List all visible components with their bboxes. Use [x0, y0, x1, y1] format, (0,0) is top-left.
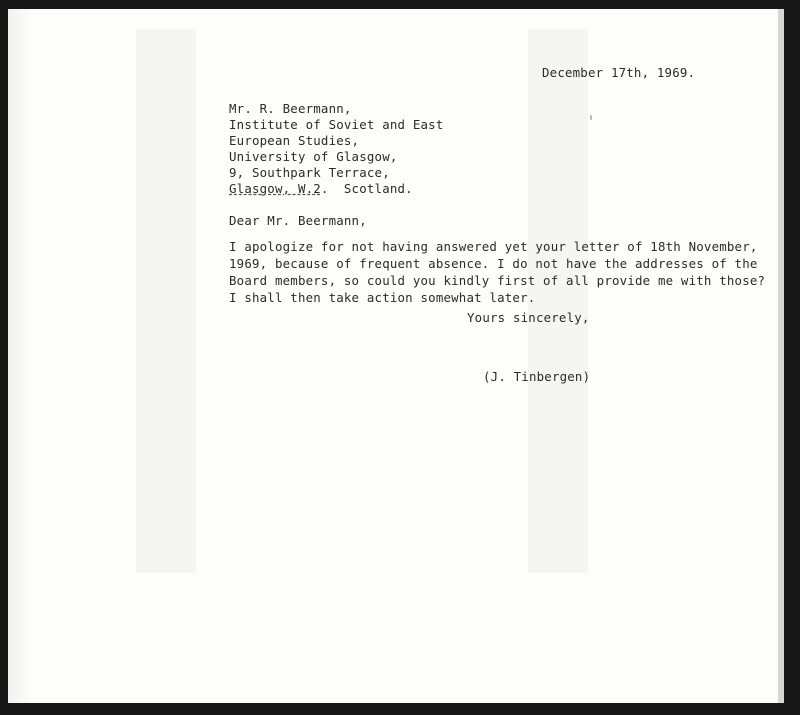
address-line: 9, Southpark Terrace, [229, 165, 390, 180]
body-line: I apologize for not having answered yet your letter of 18th November, [229, 239, 758, 254]
address-country: . Scotland. [320, 181, 413, 196]
body-line: 1969, because of frequent absence. I do not have the addresses of the [229, 256, 758, 271]
letter-text [8, 9, 784, 703]
letter-page [8, 9, 784, 703]
body-line: Board members, so could you kindly first of all provide me with those? [229, 273, 766, 288]
address-city-line [229, 181, 413, 196]
address-city: Glasgow, W.2 [229, 181, 321, 196]
signature: (J. Tinbergen) [483, 369, 591, 384]
address-line: European Studies, [229, 133, 360, 148]
salutation: Dear Mr. Beermann, [229, 213, 367, 228]
letter-date: December 17th, 1969. [542, 65, 696, 80]
address-line: Mr. R. Beermann, [229, 101, 352, 116]
address-line: University of Glasgow, [229, 149, 398, 164]
address-line: Institute of Soviet and East [229, 117, 444, 132]
closing: Yours sincerely, [467, 310, 590, 325]
body-line: I shall then take action somewhat later. [229, 290, 536, 305]
